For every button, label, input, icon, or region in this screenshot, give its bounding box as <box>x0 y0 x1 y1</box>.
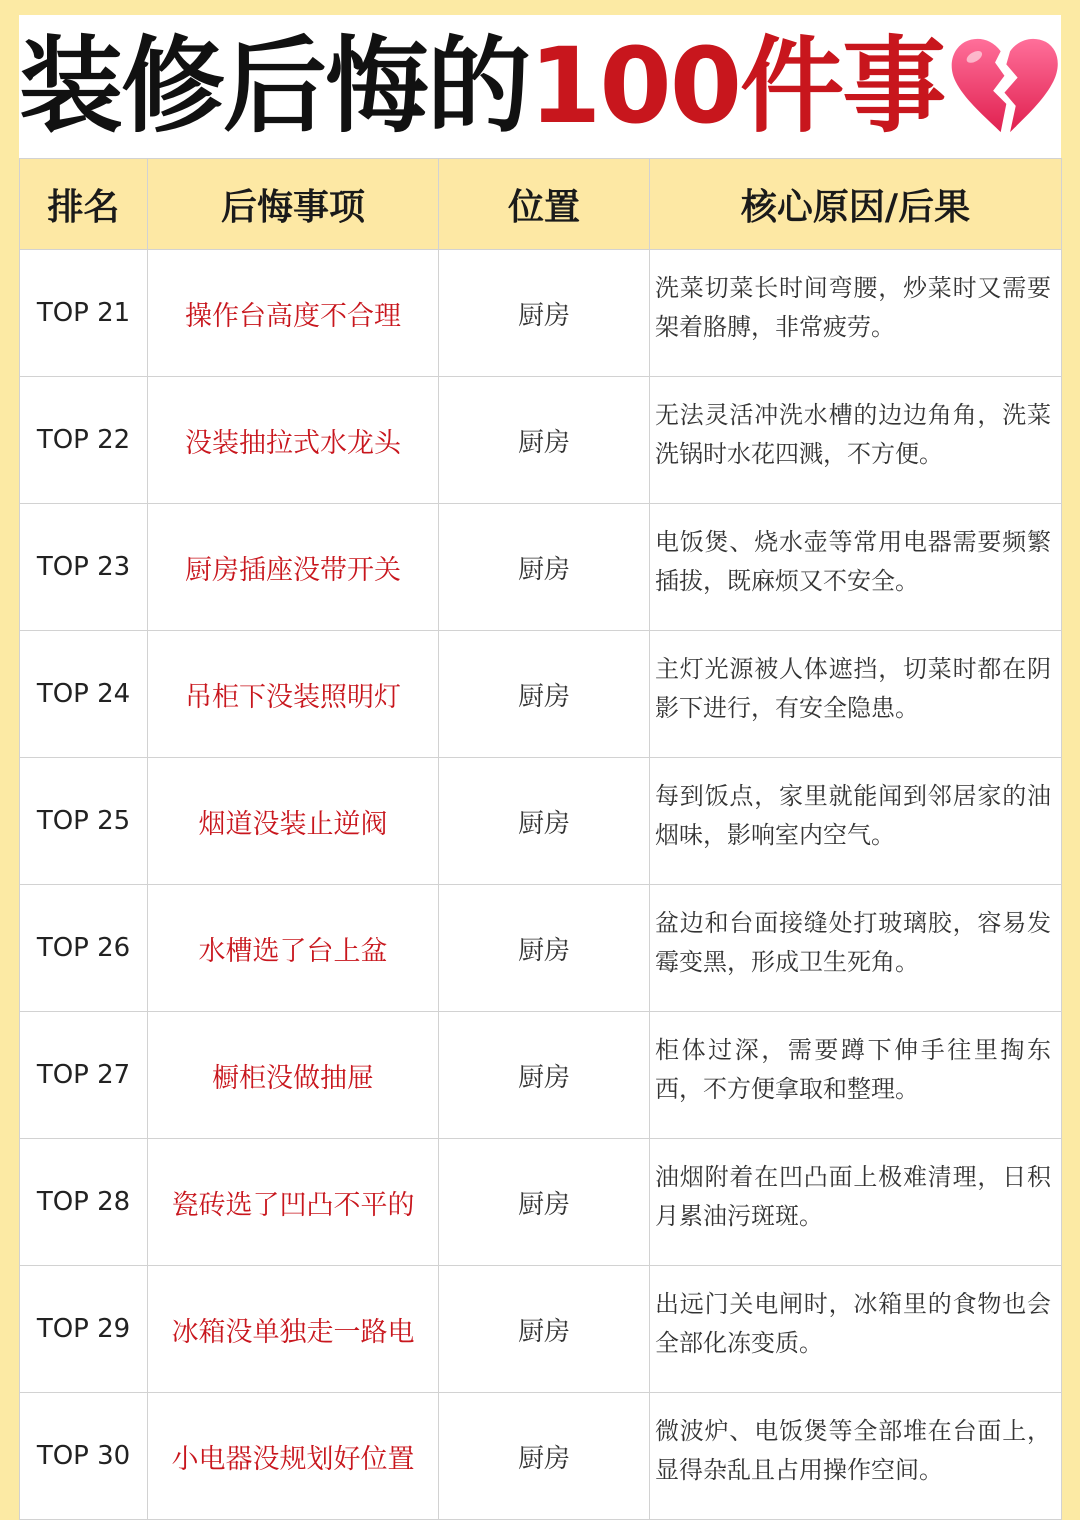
regret-table <box>19 158 1062 1520</box>
reason-cell: 盆边和台面接缝处打玻璃胶，容易发霉变黑，形成卫生死角。 <box>650 885 1062 1012</box>
table-row <box>20 885 1062 1012</box>
location-cell: 厨房 <box>439 631 650 758</box>
header-item: 后悔事项 <box>148 159 439 250</box>
reason-cell: 电饭煲、烧水壶等常用电器需要频繁插拔，既麻烦又不安全。 <box>650 504 1062 631</box>
page-title <box>19 15 1061 158</box>
reason-cell: 出远门关电闸时，冰箱里的食物也会全部化冻变质。 <box>650 1266 1062 1393</box>
rank-cell: TOP 28 <box>20 1139 148 1266</box>
item-cell: 吊柜下没装照明灯 <box>148 631 439 758</box>
item-cell: 操作台高度不合理 <box>148 250 439 377</box>
reason-cell: 油烟附着在凹凸面上极难清理，日积月累油污斑斑。 <box>650 1139 1062 1266</box>
item-cell: 橱柜没做抽屉 <box>148 1012 439 1139</box>
rank-cell: TOP 26 <box>20 885 148 1012</box>
location-cell: 厨房 <box>439 1139 650 1266</box>
location-cell: 厨房 <box>439 758 650 885</box>
reason-cell: 每到饭点，家里就能闻到邻居家的油烟味，影响室内空气。 <box>650 758 1062 885</box>
item-cell: 冰箱没单独走一路电 <box>148 1266 439 1393</box>
table-row <box>20 1139 1062 1266</box>
rank-cell: TOP 21 <box>20 250 148 377</box>
table-row <box>20 1012 1062 1139</box>
table-row <box>20 758 1062 885</box>
table-row <box>20 504 1062 631</box>
location-cell: 厨房 <box>439 885 650 1012</box>
location-cell: 厨房 <box>439 1266 650 1393</box>
item-cell: 小电器没规划好位置 <box>148 1393 439 1520</box>
rank-cell: TOP 29 <box>20 1266 148 1393</box>
broken-heart-icon <box>948 34 1061 140</box>
rank-cell: TOP 22 <box>20 377 148 504</box>
location-cell: 厨房 <box>439 250 650 377</box>
reason-cell: 微波炉、电饭煲等全部堆在台面上，显得杂乱且占用操作空间。 <box>650 1393 1062 1520</box>
table-row <box>20 1266 1062 1393</box>
item-cell: 厨房插座没带开关 <box>148 504 439 631</box>
reason-cell: 柜体过深，需要蹲下伸手往里掏东西，不方便拿取和整理。 <box>650 1012 1062 1139</box>
table-row <box>20 631 1062 758</box>
location-cell: 厨房 <box>439 1393 650 1520</box>
header-rank: 排名 <box>20 159 148 250</box>
reason-cell: 无法灵活冲洗水槽的边边角角，洗菜洗锅时水花四溅，不方便。 <box>650 377 1062 504</box>
rank-cell: TOP 30 <box>20 1393 148 1520</box>
rank-cell: TOP 27 <box>20 1012 148 1139</box>
title-part-2: 100件事 <box>529 25 945 147</box>
item-cell: 烟道没装止逆阀 <box>148 758 439 885</box>
item-cell: 没装抽拉式水龙头 <box>148 377 439 504</box>
header-reason: 核心原因/后果 <box>650 159 1062 250</box>
table-row <box>20 250 1062 377</box>
location-cell: 厨房 <box>439 377 650 504</box>
table-row <box>20 377 1062 504</box>
location-cell: 厨房 <box>439 1012 650 1139</box>
table-header-row <box>20 159 1062 250</box>
table-row <box>20 1393 1062 1520</box>
title-part-1: 装修后悔的 <box>19 25 530 147</box>
rank-cell: TOP 25 <box>20 758 148 885</box>
item-cell: 水槽选了台上盆 <box>148 885 439 1012</box>
rank-cell: TOP 23 <box>20 504 148 631</box>
header-location: 位置 <box>439 159 650 250</box>
item-cell: 瓷砖选了凹凸不平的 <box>148 1139 439 1266</box>
reason-cell: 主灯光源被人体遮挡，切菜时都在阴影下进行，有安全隐患。 <box>650 631 1062 758</box>
location-cell: 厨房 <box>439 504 650 631</box>
reason-cell: 洗菜切菜长时间弯腰，炒菜时又需要架着胳膊，非常疲劳。 <box>650 250 1062 377</box>
rank-cell: TOP 24 <box>20 631 148 758</box>
